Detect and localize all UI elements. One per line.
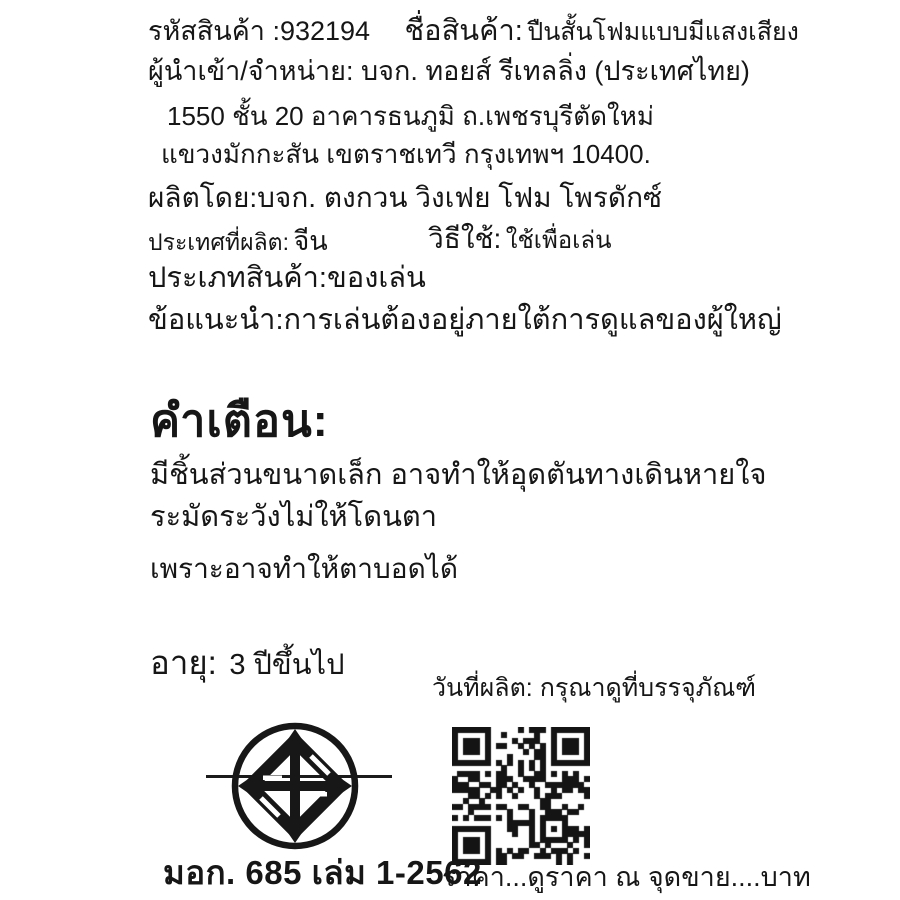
price-line: ราคา...ดูราคา ณ จุดขาย....บาท [442,862,811,892]
usage-line [428,222,612,255]
warning-line-2: ระมัดระวังไม่ให้โดนตา [150,501,438,533]
product-code: รหัสสินค้า :932194 [148,16,371,46]
country-line [148,226,328,258]
age-label: อายุ: [150,644,217,681]
warning-title: คำเตือน: [150,395,329,446]
production-date-line: วันที่ผลิต: กรุณาดูที่บรรจุภัณฑ์ [432,674,757,702]
category-line: ประเภทสินค้า:ของเล่น [148,262,426,294]
product-name-label: ชื่อสินค้า: [404,15,523,47]
manufacturer-line: ผลิตโดย:บจก. ตงกวน วิงเฟย โฟม โพรดักซ์ [148,182,663,213]
tis-standard-number: มอก. 685 เล่ม 1-2562 [163,854,482,891]
qr-code [452,727,590,865]
tis-certification-mark-icon [229,720,361,852]
product-code-and-name-line [148,14,799,48]
importer-line: ผู้นำเข้า/จำหน่าย: บจก. ทอยส์ รีเทลลิ่ง (ประเทศไทย) [148,56,750,86]
age-value: 3 ปีขึ้นไป [229,649,345,681]
warning-line-3: เพราะอาจทำให้ตาบอดได้ [150,553,459,584]
address-line-2: แขวงมักกะสัน เขตราชเทวี กรุงเทพฯ 10400. [161,139,651,169]
usage-value: ใช้เพื่อเล่น [505,227,612,254]
advice-line: ข้อแนะนำ:การเล่นต้องอยู่ภายใต้การดูแลของผู้ใหญ่ [148,304,782,336]
country-value: จีน [293,226,328,256]
usage-label: วิธีใช้: [428,223,502,254]
warning-line-1: มีชิ้นส่วนขนาดเล็ก อาจทำให้อุดตันทางเดินหายใจ [150,459,767,491]
address-line-1: 1550 ชั้น 20 อาคารธนภูมิ ถ.เพชรบุรีตัดใหม่ [167,101,654,131]
product-name-value: ปืนสั้นโฟมแบบมีแสงเสียง [527,18,799,46]
country-label: ประเทศที่ผลิต: [148,229,289,255]
age-line [150,644,345,683]
